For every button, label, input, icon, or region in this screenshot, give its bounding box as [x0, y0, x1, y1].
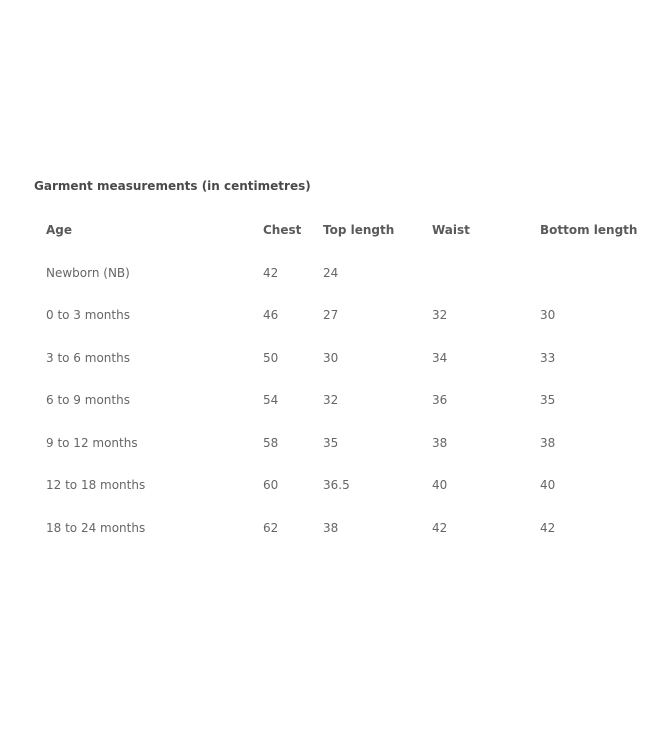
cell-bottom-length: 33 — [540, 350, 556, 365]
cell-top-length: 30 — [323, 350, 339, 365]
cell-age: 0 to 3 months — [46, 308, 130, 323]
table-header-row — [34, 209, 644, 252]
cell-chest: 54 — [263, 393, 279, 408]
cell-chest: 58 — [263, 435, 279, 450]
table-row — [34, 507, 644, 550]
cell-age: 6 to 9 months — [46, 393, 130, 408]
page-title: Garment measurements (in centimetres) — [34, 179, 311, 193]
cell-chest: 50 — [263, 350, 279, 365]
cell-bottom-length: 38 — [540, 435, 556, 450]
cell-waist: 34 — [432, 350, 448, 365]
cell-top-length: 24 — [323, 265, 339, 280]
table-row — [34, 422, 644, 465]
cell-waist: 32 — [432, 308, 448, 323]
cell-bottom-length: 30 — [540, 308, 556, 323]
header-bottom-length: Bottom length — [540, 223, 638, 238]
cell-waist: 38 — [432, 435, 448, 450]
cell-top-length: 38 — [323, 520, 339, 535]
cell-waist: 42 — [432, 520, 448, 535]
cell-age: 3 to 6 months — [46, 350, 130, 365]
cell-top-length: 27 — [323, 308, 339, 323]
cell-age: 12 to 18 months — [46, 478, 146, 493]
table-row — [34, 337, 644, 380]
measurements-table — [34, 209, 644, 549]
cell-chest: 62 — [263, 520, 279, 535]
cell-bottom-length: 35 — [540, 393, 556, 408]
table-row — [34, 294, 644, 337]
table-row — [34, 379, 644, 422]
cell-chest: 42 — [263, 265, 279, 280]
cell-waist — [420, 252, 528, 295]
cell-age: Newborn (NB) — [46, 265, 130, 280]
cell-bottom-length: 42 — [540, 520, 556, 535]
cell-waist: 40 — [432, 478, 448, 493]
cell-top-length: 32 — [323, 393, 339, 408]
header-waist: Waist — [432, 223, 470, 238]
table-row — [34, 464, 644, 507]
cell-bottom-length: 40 — [540, 478, 556, 493]
cell-age: 18 to 24 months — [46, 520, 146, 535]
table-row — [34, 252, 644, 295]
cell-age: 9 to 12 months — [46, 435, 138, 450]
cell-chest: 60 — [263, 478, 279, 493]
cell-top-length: 36.5 — [323, 478, 350, 493]
cell-top-length: 35 — [323, 435, 339, 450]
header-chest: Chest — [263, 223, 302, 238]
header-top-length: Top length — [323, 223, 395, 238]
cell-bottom-length — [528, 252, 644, 295]
cell-waist: 36 — [432, 393, 448, 408]
cell-chest: 46 — [263, 308, 279, 323]
header-age: Age — [46, 223, 73, 238]
